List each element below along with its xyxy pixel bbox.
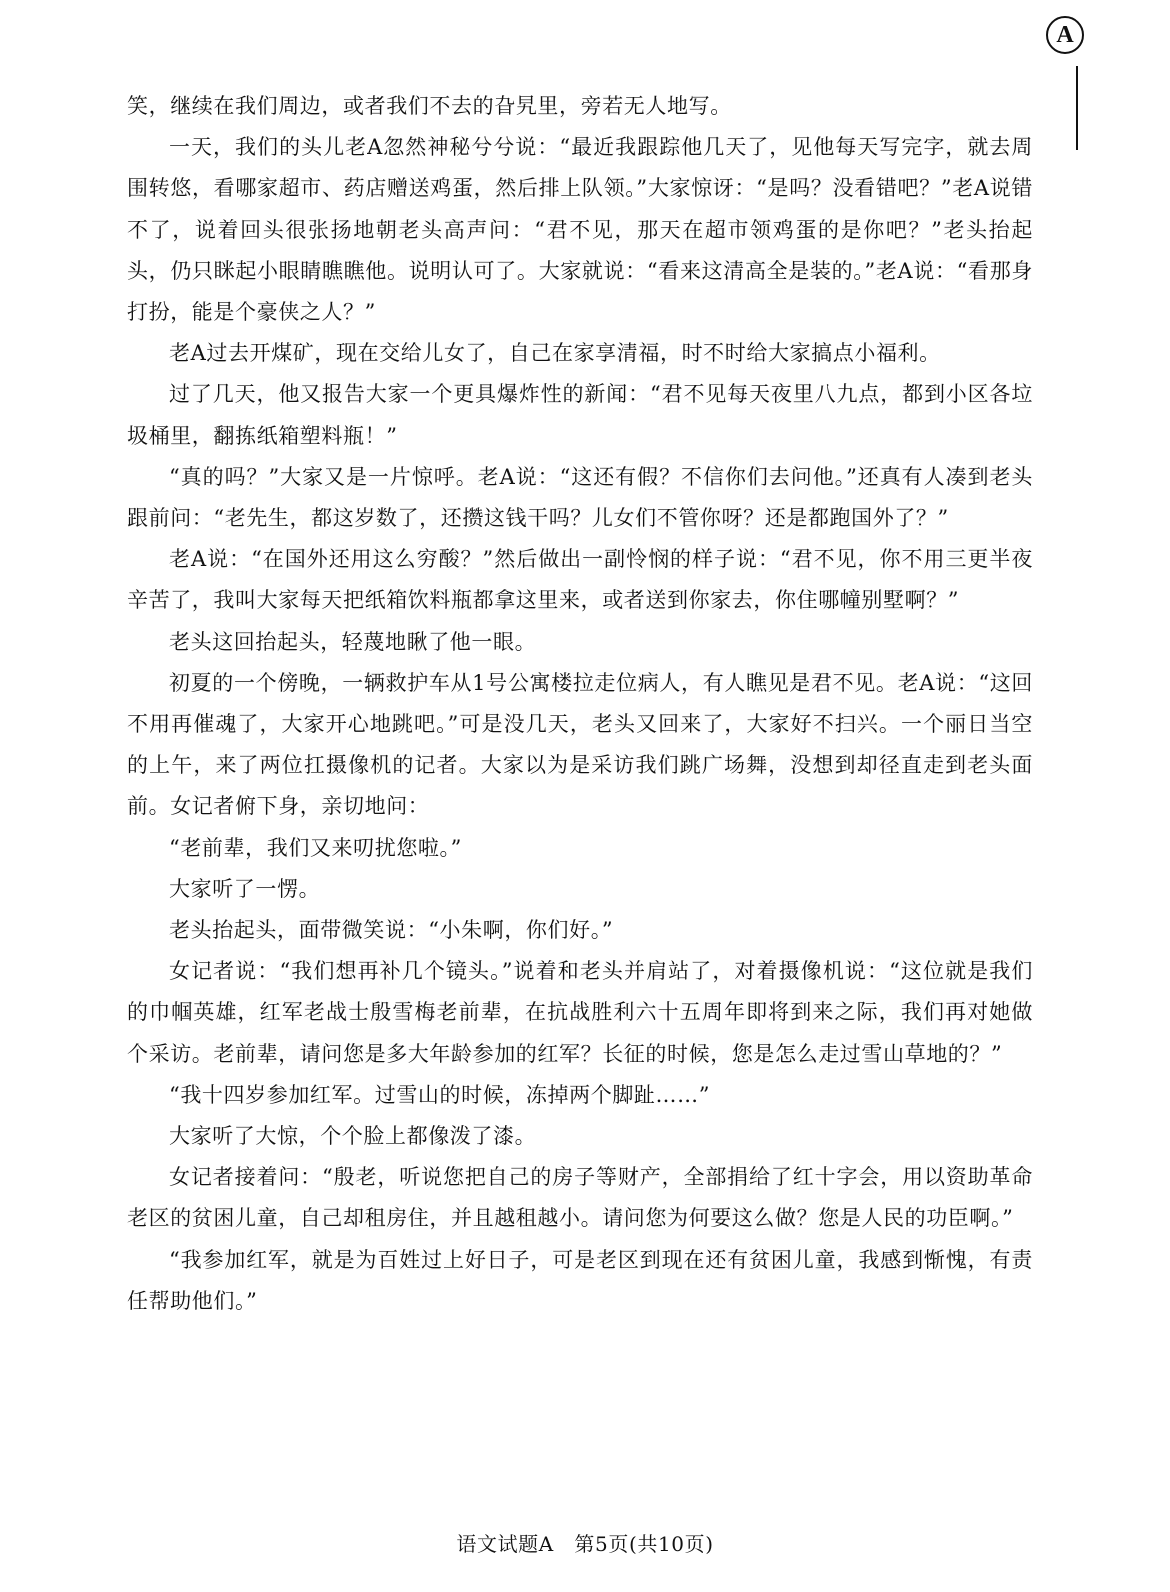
paragraph: 大家听了大惊，个个脸上都像泼了漆。 xyxy=(169,1124,537,1149)
paragraph: 初夏的一个傍晚，一辆救护车从1号公寓楼拉走位病人，有人瞧见是君不见。老A说：“这回不用再催魂了，大家开心地跳吧。”可是没几天，老头又回来了，大家好不扫兴。一个丽日当空的上午，来了两位扛摄像机的记者。大家以为是采访我们跳广场舞，没想到却径直走到老头面前。女记者俯下身，亲切地问： xyxy=(127,670,1033,819)
paper-version-badge: A xyxy=(1046,16,1084,54)
paragraph: 老A说：“在国外还用这么穷酸？”然后做出一副怜悯的样子说：“君不见，你不用三更半夜辛苦了，我叫大家每天把纸箱饮料瓶都拿这里来，或者送到你家去，你住哪幢别墅啊？” xyxy=(127,547,1033,613)
page-footer: 语文试题A 第5页(共10页) xyxy=(456,1532,714,1556)
paragraph: 老A过去开煤矿，现在交给儿女了，自己在家享清福，时不时给大家搞点小福利。 xyxy=(169,341,941,366)
paragraph: 老头抬起头，面带微笑说：“小朱啊，你们好。” xyxy=(169,918,614,943)
paragraph: 女记者说：“我们想再补几个镜头。”说着和老头并肩站了，对着摄像机说：“这位就是我们的巾帼英雄，红军老战士殷雪梅老前辈，在抗战胜利六十五周年即将到来之际，我们再对她做个采访。老前辈，请问您是多大年龄参加的红军？长征的时候，您是怎么走过雪山草地的？” xyxy=(127,959,1033,1066)
paragraph: 老头这回抬起头，轻蔑地瞅了他一眼。 xyxy=(169,629,537,654)
paragraph: “真的吗？”大家又是一片惊呼。老A说：“这还有假？不信你们去问他。”还真有人凑到老头跟前问：“老先生，都这岁数了，还攒这钱干吗？儿女们不管你呀？还是都跑国外了？” xyxy=(127,464,1033,531)
paragraph: “我十四岁参加红军。过雪山的时候，冻掉两个脚趾……” xyxy=(169,1082,711,1107)
paragraph: 大家听了一愣。 xyxy=(169,876,321,901)
paragraph: 一天，我们的头儿老A忽然神秘兮兮说：“最近我跟踪他几天了，见他每天写完字，就去周围转悠，看哪家超市、药店赠送鸡蛋，然后排上队领。”大家惊讶：“是吗？没看错吧？”老A说错不了，说着回头很张扬地朝老头高声问：“君不见，那天在超市领鸡蛋的是你吧？”老头抬起头，仍只眯起小眼睛瞧瞧他。说明认可了。大家就说：“看来这清高全是装的。”老A说：“看那身打扮，能是个豪侠之人？” xyxy=(127,135,1033,325)
paragraph: “我参加红军，就是为百姓过上好日子，可是老区到现在还有贫困儿童，我感到惭愧，有责任帮助他们。” xyxy=(127,1247,1033,1313)
paragraph: “老前辈，我们又来叨扰您啦。” xyxy=(169,835,462,860)
paragraph: 女记者接着问：“殷老，听说您把自己的房子等财产，全部捐给了红十字会，用以资助革命老区的贫困儿童，自己却租房住，并且越租越小。请问您为何要这么做？您是人民的功臣啊。” xyxy=(127,1165,1033,1231)
story-text xyxy=(127,86,1033,1322)
paragraph: 过了几天，他又报告大家一个更具爆炸性的新闻：“君不见每天夜里八九点，都到小区各垃圾桶里，翻拣纸箱塑料瓶！” xyxy=(127,382,1033,448)
binding-line xyxy=(1076,66,1078,150)
paragraph: 笑，继续在我们周边，或者我们不去的旮旯里，旁若无人地写。 xyxy=(127,94,732,118)
